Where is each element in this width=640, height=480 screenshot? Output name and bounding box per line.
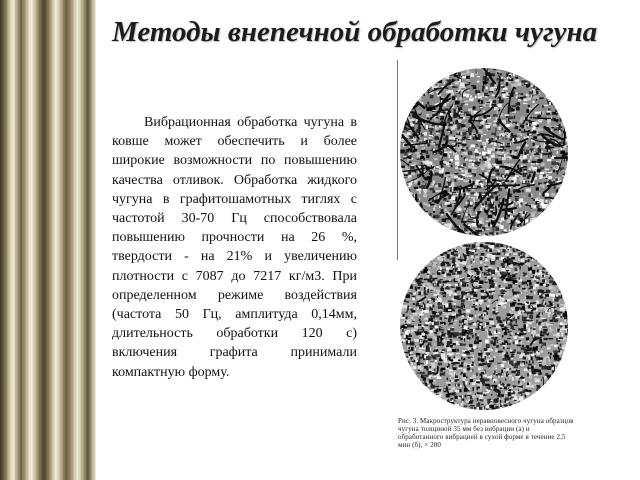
- slide-body-text: Вибрационная обработка чугуна в ковше может обеспечить и более широкие возможности по повышению качества отливок. Обработка жидкого чугуна в графитошамотных тиглях с частотой 30-70 Гц способствовала повышению прочности на 26 %, твердости - на 21% и увеличению плотности с 7087 до 7217 кг/м3. При определенном режиме воздействия (частота 50 Гц, амплитуда 0,14мм, длительность обработки 120 с) включения графита принимали компактную форму.: [112, 115, 357, 380]
- micrograph-bottom-image: [398, 240, 570, 412]
- decorative-column: [0, 0, 96, 480]
- microstructure-figure: [396, 60, 574, 470]
- micrograph-top-image: [398, 66, 570, 238]
- figure-caption: Рис. 3. Макроструктура неравновесного чугуна образцов чугуна толщиной 35 мм без вибрации (а) и обработанного вибрацией в сухой форме в течение 2,5 мин (б), × 200: [398, 417, 574, 449]
- slide-title: Методы внепечной обработки чугуна: [112, 16, 598, 48]
